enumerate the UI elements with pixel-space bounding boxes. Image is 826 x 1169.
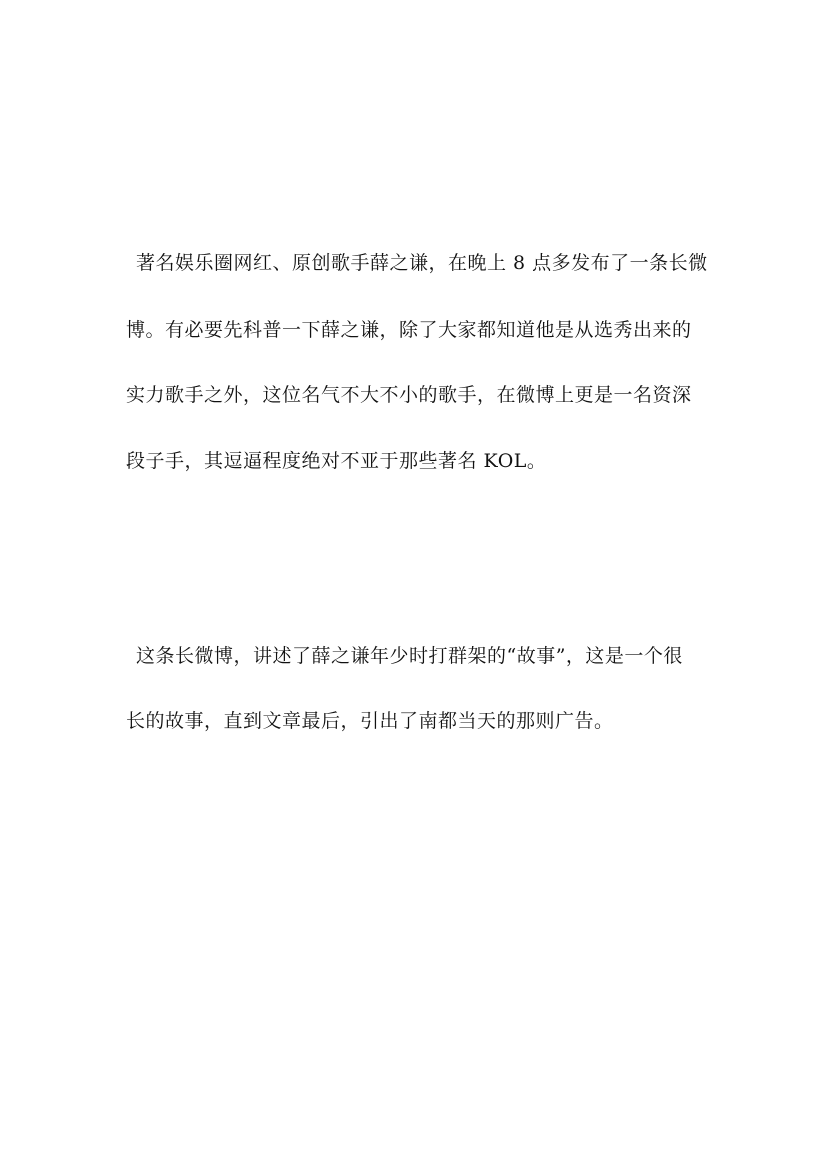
paragraph-line: 实力歌手之外，这位名气不大不小的歌手，在微博上更是一名资深 bbox=[126, 384, 692, 406]
paragraph-line: 著名娱乐圈网红、原创歌手薛之谦，在晚上 8 点多发布了一条长微 bbox=[136, 252, 708, 274]
paragraph-line: 这条长微博，讲述了薛之谦年少时打群架的“故事”，这是一个很 bbox=[136, 645, 683, 667]
paragraph-line: 长的故事，直到文章最后，引出了南都当天的那则广告。 bbox=[126, 710, 614, 732]
paragraph-line: 博。有必要先科普一下薛之谦，除了大家都知道他是从选秀出来的 bbox=[126, 319, 692, 341]
paragraph-line: 段子手，其逗逼程度绝对不亚于那些著名 KOL。 bbox=[126, 450, 547, 472]
